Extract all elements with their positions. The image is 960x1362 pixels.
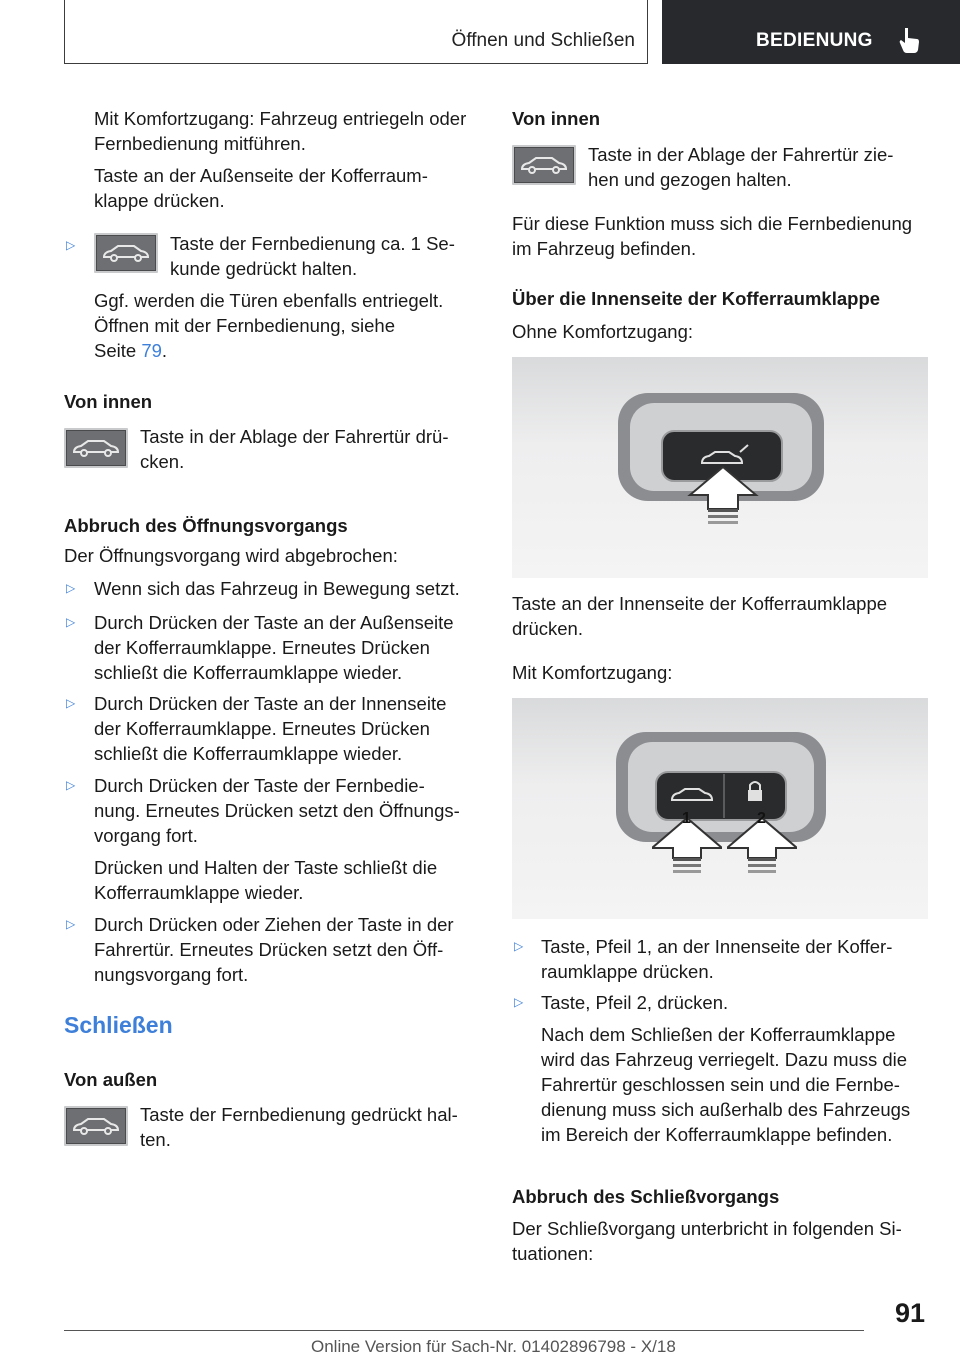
list-item: schließt die Kofferraumklappe wieder. (94, 743, 403, 764)
fb-note-3: Seite 79. (94, 340, 168, 361)
bullet-triangle-icon: ▷ (66, 615, 76, 629)
funktion-note-1: Für diese Funktion muss sich die Fernbedienung (512, 213, 913, 234)
list-item: nung. Erneutes Drücken setzt den Öffnungs- (94, 800, 460, 821)
bullet-fb-line-2: kunde gedrückt halten. (170, 258, 358, 279)
list-item: Durch Drücken oder Ziehen der Taste in der (94, 914, 454, 935)
von-innen-right-text-1: Taste in der Ablage der Fahrertür zie- (588, 144, 894, 165)
fb-note-1: Ggf. werden die Türen ebenfalls entriegelt. (94, 290, 444, 311)
von-innen-right-text-2: hen und gezogen halten. (588, 169, 792, 190)
list-item: der Kofferraumklappe. Erneutes Drücken (94, 637, 430, 658)
right-bullet-1-line-2: raumklappe drücken. (541, 961, 714, 982)
fb-note-2: Öffnen mit der Fernbedienung, siehe (94, 315, 395, 336)
list-subnote-2: Kofferraumklappe wieder. (94, 882, 304, 903)
pointing-hand-icon (898, 26, 920, 54)
list-item: Durch Drücken der Taste an der Innenseite (94, 693, 447, 714)
list-item: vorgang fort. (94, 825, 198, 846)
car-remote-icon (64, 428, 128, 468)
abbruch-schliess-line-2: tuationen: (512, 1243, 594, 1264)
right-bullet-2-note-1: Nach dem Schließen der Kofferraumklappe (541, 1024, 896, 1045)
bullet-triangle-icon: ▷ (66, 238, 76, 252)
right-bullet-2-note-2: wird das Fahrzeug verriegelt. Dazu muss die (541, 1049, 908, 1070)
page-number: 91 (895, 1298, 926, 1328)
footer-divider (64, 1330, 864, 1331)
page-link-79[interactable]: 79 (141, 340, 162, 361)
von-aussen-text-2: ten. (140, 1129, 171, 1150)
photo-trunk-buttons-double (512, 698, 928, 919)
heading-von-aussen: Von außen (64, 1069, 158, 1090)
heading-abbruch-schliessung: Abbruch des Schließvorgangs (512, 1186, 780, 1207)
caption-1-line-1: Taste an der Innenseite der Kofferraumklappe (512, 593, 888, 614)
von-innen-text-2: cken. (140, 451, 185, 472)
heading-abbruch-oeffnung: Abbruch des Öffnungsvorgangs (64, 515, 348, 536)
abbruch-intro: Der Öffnungsvorgang wird abgebrochen: (64, 545, 398, 566)
list-item: Fahrertür. Erneutes Drücken setzt den Öff- (94, 939, 444, 960)
arrow-label-1: 1 (682, 810, 691, 827)
bullet-triangle-icon: ▷ (514, 995, 524, 1009)
von-aussen-text-1: Taste der Fernbedienung gedrückt hal- (140, 1104, 458, 1125)
intro-line-1b: Fernbedienung mitführen. (94, 133, 306, 154)
list-item: der Kofferraumklappe. Erneutes Drücken (94, 718, 430, 739)
footer-text: Online Version für Sach-Nr. 01402896798 - X/18 (311, 1337, 676, 1356)
header-section-title: Öffnen und Schließen (451, 30, 635, 51)
section-heading-schliessen: Schließen (64, 1012, 173, 1038)
heading-von-innen: Von innen (64, 391, 153, 412)
intro-line-1: Mit Komfortzugang: Fahrzeug entriegeln oder (94, 108, 467, 129)
car-remote-icon (94, 233, 158, 273)
funktion-note-2: im Fahrzeug befinden. (512, 238, 697, 259)
heading-innenseite: Über die Innenseite der Kofferraumklappe (512, 288, 881, 309)
arrow-label-2: 2 (757, 810, 766, 827)
abbruch-schliess-line-1: Der Schließvorgang unterbricht in folgenden Si- (512, 1218, 902, 1239)
list-subnote-1: Drücken und Halten der Taste schließt die (94, 857, 438, 878)
bullet-triangle-icon: ▷ (66, 696, 76, 710)
right-bullet-2-note-5: im Bereich der Kofferraumklappe befinden. (541, 1124, 893, 1145)
header-chapter-title: BEDIENUNG (756, 30, 873, 51)
ohne-komfortzugang: Ohne Komfortzugang: (512, 321, 693, 342)
mit-komfortzugang: Mit Komfortzugang: (512, 662, 673, 683)
photo-trunk-button-single (512, 357, 928, 578)
intro-line-2: Taste an der Außenseite der Kofferraum- (94, 165, 428, 186)
intro-line-2b: klappe drücken. (94, 190, 225, 211)
bullet-fb-line-1: Taste der Fernbedienung ca. 1 Se- (170, 233, 455, 254)
caption-1-line-2: drücken. (512, 618, 583, 639)
header-section-tab (64, 0, 648, 64)
bullet-triangle-icon: ▷ (66, 778, 76, 792)
car-remote-icon (64, 1106, 128, 1146)
right-bullet-1-line-1: Taste, Pfeil 1, an der Innenseite der Koffer- (541, 936, 893, 957)
right-bullet-2: Taste, Pfeil 2, drücken. (541, 992, 729, 1013)
header-chapter-tab (662, 0, 960, 64)
bullet-triangle-icon: ▷ (66, 917, 76, 931)
list-item: nungsvorgang fort. (94, 964, 249, 985)
von-innen-text-1: Taste in der Ablage der Fahrertür drü- (140, 426, 449, 447)
bullet-triangle-icon: ▷ (66, 581, 76, 595)
bullet-triangle-icon: ▷ (514, 939, 524, 953)
list-item: Durch Drücken der Taste der Fernbedie- (94, 775, 425, 796)
right-bullet-2-note-4: dienung muss sich außerhalb des Fahrzeugs (541, 1099, 911, 1120)
car-remote-icon (512, 145, 576, 185)
list-item: Durch Drücken der Taste an der Außenseite (94, 612, 454, 633)
list-item: schließt die Kofferraumklappe wieder. (94, 662, 403, 683)
right-bullet-2-note-3: Fahrertür geschlossen sein und die Fernbe- (541, 1074, 900, 1095)
list-item: Wenn sich das Fahrzeug in Bewegung setzt. (94, 578, 460, 599)
heading-von-innen-right: Von innen (512, 108, 601, 129)
